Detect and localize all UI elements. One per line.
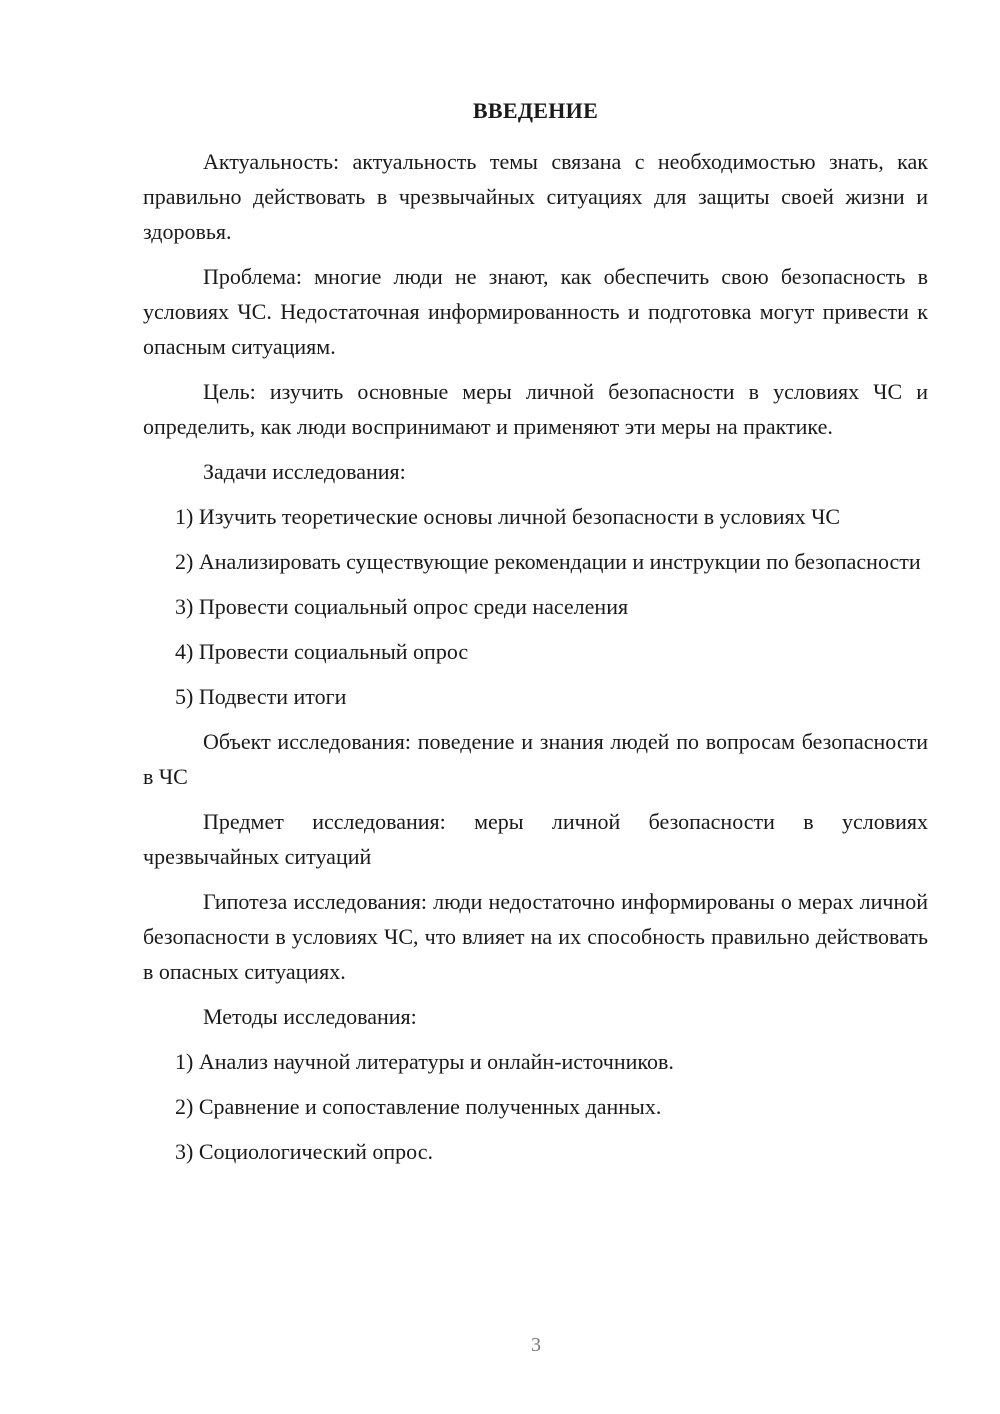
task-item: 3) Провести социальный опрос среди населения <box>175 594 629 619</box>
paragraph-object: Объект исследования: поведение и знания людей по вопросам безопасности в ЧС <box>143 729 928 789</box>
tasks-heading: Задачи исследования: <box>203 459 406 484</box>
paragraph-relevance: Актуальность: актуальность темы связана с необходимостью знать, как правильно действовать в чрезвычайных ситуациях для защиты своей жизни и здоровья. <box>143 149 928 244</box>
method-item: 1) Анализ научной литературы и онлайн-источников. <box>175 1049 674 1074</box>
paragraph-hypothesis: Гипотеза исследования: люди недостаточно информированы о мерах личной безопасности в условиях ЧС, что влияет на их способность правильно действовать в опасных ситуациях. <box>143 889 928 984</box>
paragraph-problem: Проблема: многие люди не знают, как обеспечить свою безопасность в условиях ЧС. Недостаточная информированность и подготовка могут привести к опасным ситуациям. <box>143 264 928 359</box>
paragraph-subject: Предмет исследования: меры личной безопасности в условиях чрезвычайных ситуаций <box>143 809 928 869</box>
task-item: 1) Изучить теоретические основы личной безопасности в условиях ЧС <box>175 504 841 529</box>
method-item: 3) Социологический опрос. <box>175 1139 433 1164</box>
paragraph-goal: Цель: изучить основные меры личной безопасности в условиях ЧС и определить, как люди воспринимают и применяют эти меры на практике. <box>143 379 928 439</box>
methods-heading: Методы исследования: <box>203 1004 417 1029</box>
method-item: 2) Сравнение и сопоставление полученных данных. <box>175 1094 662 1119</box>
document-body <box>143 144 928 1179</box>
page-number: 3 <box>531 1334 541 1356</box>
page-title: ВВЕДЕНИЕ <box>472 98 599 123</box>
task-item: 5) Подвести итоги <box>175 684 347 709</box>
task-item: 2) Анализировать существующие рекомендации и инструкции по безопасности <box>175 549 921 574</box>
task-item: 4) Провести социальный опрос <box>175 639 469 664</box>
